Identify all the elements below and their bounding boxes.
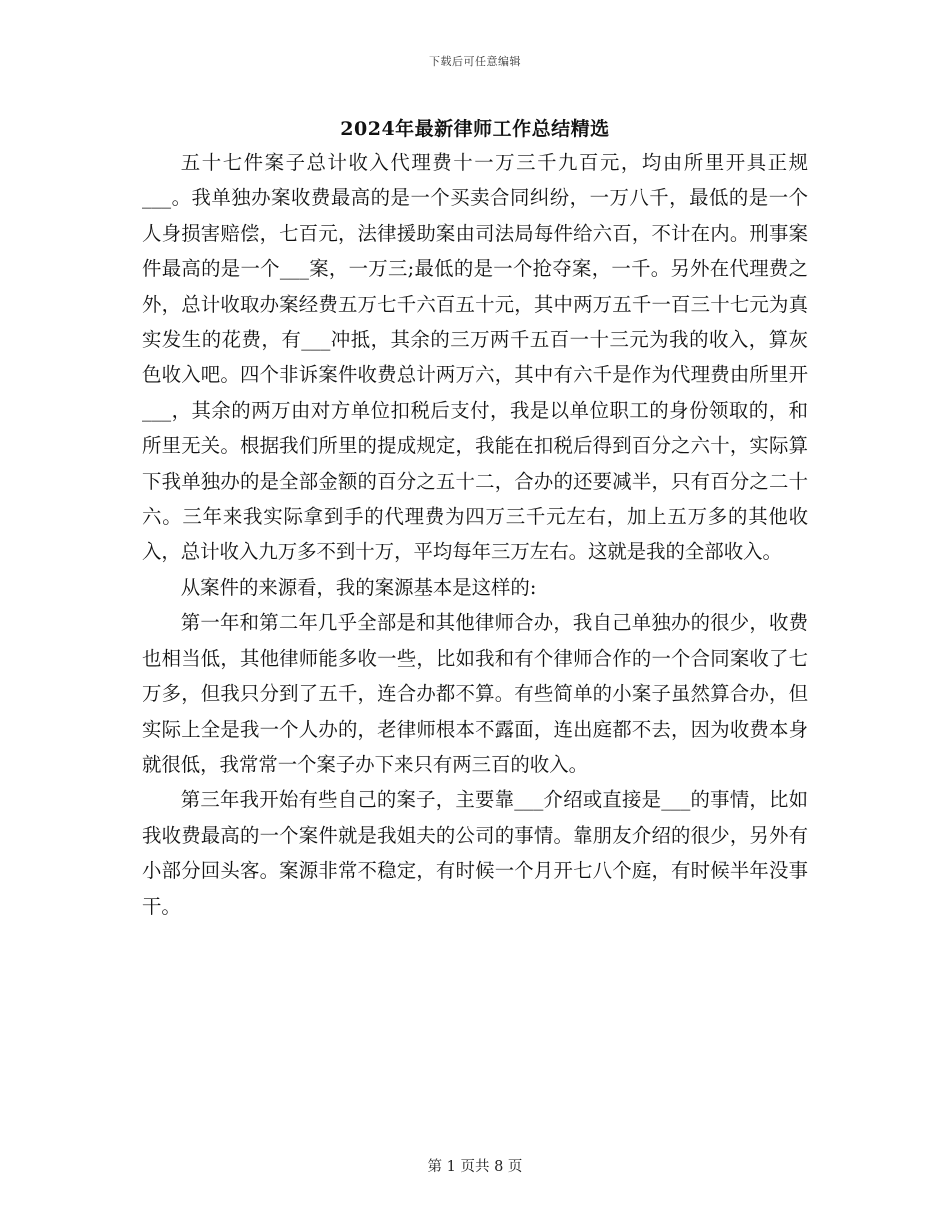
document-title: 2024年最新律师工作总结精选 xyxy=(340,118,610,140)
page-header: 下载后可任意编辑 xyxy=(429,55,521,68)
body-paragraph-4: 第三年我开始有些自己的案子，主要靠___介绍或直接是___的事情，比如我收费最高的一个案件就是我姐夫的公司的事情。靠朋友介绍的很少，另外有小部分回头客。案源非常不稳定，有时候一个月开七八个庭，有时候半年没事干。 xyxy=(142,788,808,918)
body-paragraph-3: 第一年和第二年几乎全部是和其他律师合办，我自己单独办的很少，收费也相当低，其他律师能多收一些，比如我和有个律师合作的一个合同案收了七万多，但我只分到了五千，连合办都不算。有些简单的小案子虽然算合办，但实际上全是我一个人办的，老律师根本不露面，连出庭都不去，因为收费本身就很低，我常常一个案子办下来只有两三百的收入。 xyxy=(142,611,808,776)
document-body xyxy=(142,145,808,924)
body-paragraph-2: 从案件的来源看，我的案源基本是这样的: xyxy=(180,575,537,599)
body-paragraph-1: 五十七件案子总计收入代理费十一万三千九百元，均由所里开具正规___。我单独办案收费最高的是一个买卖合同纠纷，一万八千，最低的是一个人身损害赔偿，七百元，法律援助案由司法局每件给六百，不计在内。刑事案件最高的是一个___案，一万三;最低的是一个抢夺案，一千。另外在代理费之外，总计收取办案经费五万七千六百五十元，其中两万五千一百三十七元为真实发生的花费，有___冲抵，其余的三万两千五百一十三元为我的收入，算灰色收入吧。四个非诉案件收费总计两万六，其中有六千是作为代理费由所里开___，其余的两万由对方单位扣税后支付，我是以单位职工的身份领取的，和所里无关。根据我们所里的提成规定，我能在扣税后得到百分之六十，实际算下我单独办的是全部金额的百分之五十二，合办的还要减半，只有百分之二十六。三年来我实际拿到手的代理费为四万三千元左右，加上五万多的其他收入，总计收入九万多不到十万，平均每年三万左右。这就是我的全部收入。 xyxy=(142,151,808,564)
page-footer: 第 1 页共 8 页 xyxy=(427,1159,523,1175)
